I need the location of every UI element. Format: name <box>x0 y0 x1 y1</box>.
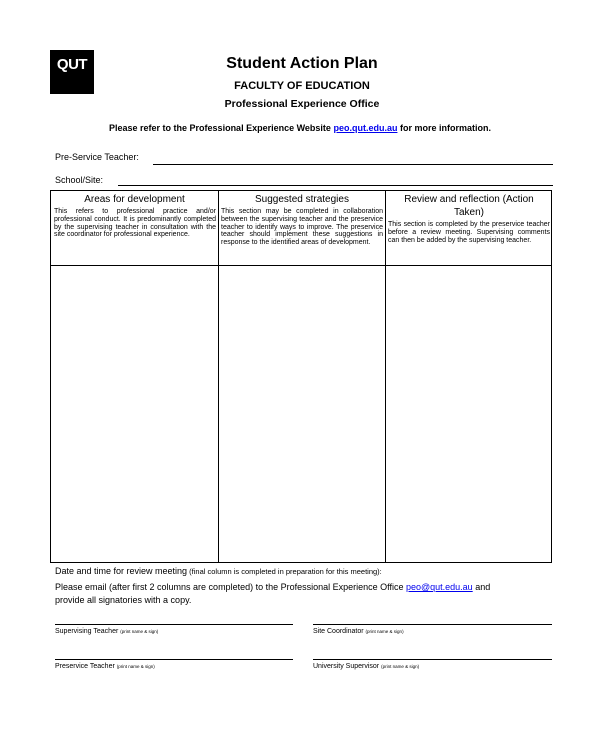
email-instruction-line2: provide all signatories with a copy. <box>55 595 192 605</box>
university-supervisor-signature-line[interactable] <box>313 659 552 660</box>
action-plan-table <box>50 190 552 563</box>
sig-note: (print name & sign) <box>365 629 404 634</box>
teacher-label: Pre-Service Teacher: <box>55 152 139 162</box>
column-description-areas: This refers to professional practice and/or professional conduct. It is predominantly completed by the supervising teacher in consultation with the site coordinator for professional experience. <box>54 208 216 239</box>
school-field[interactable] <box>118 185 553 186</box>
site-coordinator-signature-line[interactable] <box>313 624 552 625</box>
email-prefix: Please email (after first 2 columns are completed) to the Professional Experience Office <box>55 582 406 592</box>
email-suffix: and <box>472 582 491 592</box>
preservice-teacher-signature-line[interactable] <box>55 659 293 660</box>
sig-note: (print name & sign) <box>116 664 155 669</box>
column-description-strategies: This section may be completed in collaboration between the supervising teacher and the preservice teacher to identify ways to improve. The preservice teacher should implement these suggestions in response to the identified areas of development. <box>221 208 383 247</box>
column-heading-review: Review and reflection (Action Taken) <box>404 194 534 218</box>
website-link[interactable]: peo.qut.edu.au <box>333 123 398 133</box>
sig-note: (print name & sign) <box>381 664 420 669</box>
faculty-name: FACULTY OF EDUCATION <box>234 80 370 92</box>
preservice-teacher-label <box>55 663 155 670</box>
strategies-input-cell[interactable] <box>219 266 385 562</box>
teacher-field[interactable] <box>153 164 553 165</box>
review-meeting-note: (final column is completed in preparation for this meeting): <box>187 567 382 576</box>
sig-label-text: Site Coordinator <box>313 628 364 635</box>
email-link[interactable]: peo@qut.edu.au <box>406 582 473 592</box>
university-supervisor-label <box>313 663 419 670</box>
sig-label-text: Supervising Teacher <box>55 628 119 635</box>
column-description-review: This section is completed by the preservice teacher before a review meeting. Supervising comments can then be added by the supervising teacher. <box>388 221 550 244</box>
sig-note: (print name & sign) <box>120 629 159 634</box>
areas-input-cell[interactable] <box>51 266 218 562</box>
review-meeting-label: Date and time for review meeting <box>55 566 188 576</box>
notice-suffix: for more information. <box>397 123 491 133</box>
review-input-cell[interactable] <box>386 266 551 562</box>
logo-text: QUT <box>56 56 88 73</box>
column-heading-areas: Areas for development <box>84 194 185 205</box>
sig-label-text: University Supervisor <box>313 663 380 670</box>
info-notice <box>0 123 600 133</box>
office-name: Professional Experience Office <box>224 98 380 110</box>
school-label: School/Site: <box>55 175 104 185</box>
notice-prefix: Please refer to the Professional Experience Website <box>109 123 334 133</box>
sig-label-text: Preservice Teacher <box>55 663 115 670</box>
document-title: Student Action Plan <box>226 55 378 72</box>
email-instruction <box>55 582 545 592</box>
review-meeting-line <box>55 566 382 576</box>
site-coordinator-label <box>313 628 404 635</box>
supervising-teacher-signature-line[interactable] <box>55 624 293 625</box>
column-heading-strategies: Suggested strategies <box>255 194 349 205</box>
supervising-teacher-label <box>55 628 158 635</box>
